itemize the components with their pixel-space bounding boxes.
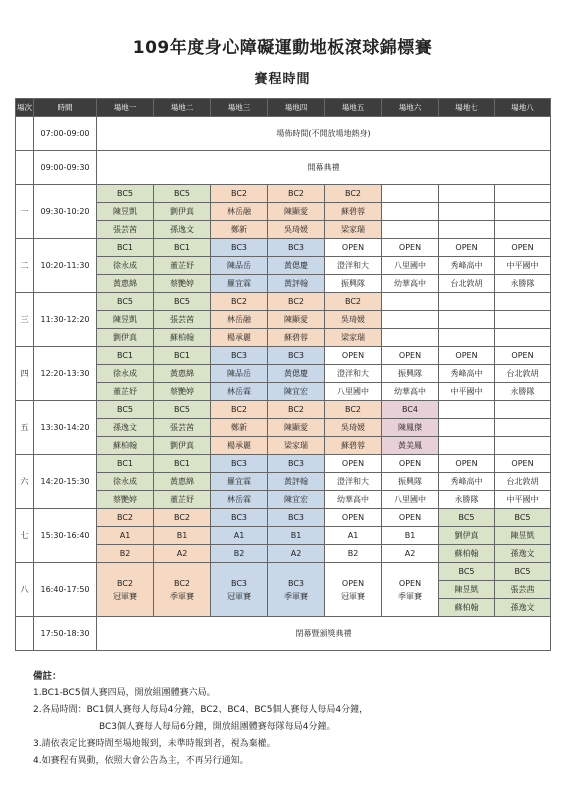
header-row xyxy=(16,99,551,117)
match-class: BC2 xyxy=(211,293,268,311)
match-class: BC2 xyxy=(154,509,211,527)
match-class: BC3 xyxy=(230,578,248,588)
player-cell: 羅宜霖 xyxy=(211,473,268,491)
time-cell: 10:20-11:30 xyxy=(34,239,97,293)
player-cell: 陳顯愛 xyxy=(268,311,325,329)
time-cell: 09:30-10:20 xyxy=(34,185,97,239)
player-cell: 台北敦胡 xyxy=(439,275,495,293)
player-cell: 林岳霖 xyxy=(211,491,268,509)
player-cell: A2 xyxy=(268,545,325,563)
player-cell: 蘇碧蓉 xyxy=(268,329,325,347)
time-cell: 11:30-12:20 xyxy=(34,293,97,347)
player-cell: 楊承麗 xyxy=(211,329,268,347)
match-class xyxy=(439,401,495,419)
player-cell: 張芸茜 xyxy=(154,311,211,329)
match-class: BC2 xyxy=(325,293,382,311)
player-cell: 振興隊 xyxy=(382,473,439,491)
match-class: BC5 xyxy=(439,563,495,581)
player-cell xyxy=(382,221,439,239)
schedule-subrow xyxy=(16,527,551,545)
player-cell: 陳昱凱 xyxy=(97,203,154,221)
match-class: BC1 xyxy=(154,239,211,257)
player-cell: 張芸茜 xyxy=(154,419,211,437)
player-cell: 蘇柏翰 xyxy=(154,329,211,347)
schedule-subrow xyxy=(16,293,551,311)
time-cell: 07:00-09:00 xyxy=(34,117,97,151)
schedule-subrow xyxy=(16,545,551,563)
match-class: BC3 xyxy=(268,239,325,257)
player-cell: 蔡艷婷 xyxy=(154,383,211,401)
match-name: 季軍賽 xyxy=(284,591,308,601)
schedule-subrow xyxy=(16,347,551,365)
match-class: BC1 xyxy=(154,347,211,365)
note-line: BC3個人賽每人每局6分鐘，開放組團體賽每隊每局4分鐘。 xyxy=(99,722,336,732)
day-cell: 七 xyxy=(16,509,34,563)
player-cell: 蘇碧蓉 xyxy=(325,203,382,221)
note-line: 1.BC1-BC5個人賽四局，開放組團體賽六局。 xyxy=(33,688,216,698)
schedule-row xyxy=(16,151,551,185)
player-cell: 永勝隊 xyxy=(495,383,551,401)
player-cell: 中平國中 xyxy=(495,491,551,509)
schedule-row xyxy=(16,617,551,651)
schedule-subrow xyxy=(16,401,551,419)
player-cell: 八里國中 xyxy=(325,383,382,401)
match-class: BC2 xyxy=(268,185,325,203)
match-class: BC5 xyxy=(154,185,211,203)
header-cell: 場地八 xyxy=(495,99,551,117)
player-cell xyxy=(439,419,495,437)
schedule-row xyxy=(16,117,551,151)
time-cell: 12:20-13:30 xyxy=(34,347,97,401)
player-cell: 澄洋和大 xyxy=(325,257,382,275)
player-cell xyxy=(495,329,551,347)
event-cell: 閉幕暨頒獎典禮 xyxy=(97,617,551,651)
match-class: OPEN xyxy=(398,578,422,588)
player-cell: B1 xyxy=(154,527,211,545)
player-cell: 劉伊真 xyxy=(439,527,495,545)
match-class: BC2 xyxy=(325,401,382,419)
schedule-subrow xyxy=(16,221,551,239)
match-class: BC1 xyxy=(97,239,154,257)
schedule-subrow xyxy=(16,365,551,383)
match-class: OPEN xyxy=(341,578,365,588)
match-class: BC3 xyxy=(268,347,325,365)
player-cell: 秀峰高中 xyxy=(439,365,495,383)
match-class: BC3 xyxy=(211,455,268,473)
player-cell xyxy=(495,221,551,239)
match-class: BC1 xyxy=(97,455,154,473)
day-cell: 八 xyxy=(16,563,34,617)
day-cell: 二 xyxy=(16,239,34,293)
player-cell: 羅宜霖 xyxy=(211,275,268,293)
player-cell: 黃美鳳 xyxy=(382,437,439,455)
player-cell: 蔡艷婷 xyxy=(97,491,154,509)
player-cell: 黃偲慶 xyxy=(268,257,325,275)
match-cell xyxy=(97,563,154,617)
match-class xyxy=(382,185,439,203)
schedule-subrow xyxy=(16,203,551,221)
player-cell: A1 xyxy=(97,527,154,545)
time-cell: 13:30-14:20 xyxy=(34,401,97,455)
match-class: BC5 xyxy=(97,293,154,311)
time-cell: 17:50-18:30 xyxy=(34,617,97,651)
match-class xyxy=(495,185,551,203)
player-cell: 徐永成 xyxy=(97,473,154,491)
player-cell: 陳品岳 xyxy=(211,365,268,383)
day-cell xyxy=(16,151,34,185)
match-class: OPEN xyxy=(382,509,439,527)
schedule-subrow xyxy=(16,437,551,455)
match-class: OPEN xyxy=(325,239,382,257)
player-cell: 劉伊真 xyxy=(154,203,211,221)
match-name: 季軍賽 xyxy=(170,591,194,601)
player-cell: 徐永成 xyxy=(97,257,154,275)
player-cell: 八里國中 xyxy=(382,491,439,509)
player-cell: B2 xyxy=(211,545,268,563)
match-class: BC5 xyxy=(495,563,551,581)
player-cell: 陳昱凱 xyxy=(495,527,551,545)
player-cell: 梁家瑞 xyxy=(268,437,325,455)
header-cell: 場地五 xyxy=(325,99,382,117)
player-cell xyxy=(439,437,495,455)
player-cell: 鄭新 xyxy=(211,221,268,239)
player-cell: 中平國中 xyxy=(495,257,551,275)
match-class: BC1 xyxy=(97,347,154,365)
match-name: 季軍賽 xyxy=(398,591,422,601)
header-cell: 場地二 xyxy=(154,99,211,117)
player-cell xyxy=(439,329,495,347)
player-cell xyxy=(495,419,551,437)
header-cell: 時間 xyxy=(34,99,97,117)
match-cell xyxy=(154,563,211,617)
player-cell: 董芷妤 xyxy=(154,257,211,275)
schedule-subrow xyxy=(16,563,551,581)
schedule-subrow xyxy=(16,185,551,203)
day-cell: 三 xyxy=(16,293,34,347)
match-class: OPEN xyxy=(439,455,495,473)
schedule-subrow xyxy=(16,383,551,401)
player-cell xyxy=(495,203,551,221)
schedule-subrow xyxy=(16,311,551,329)
match-name: 冠軍賽 xyxy=(341,591,365,601)
event-cell: 場佈時間(不開放場地熱身) xyxy=(97,117,551,151)
player-cell: 蘇柏翰 xyxy=(97,437,154,455)
match-class: BC3 xyxy=(268,455,325,473)
player-cell: A1 xyxy=(211,527,268,545)
player-cell: B2 xyxy=(97,545,154,563)
note-line: 2.各局時間：BC1個人賽每人每局4分鐘，BC2、BC4、BC5個人賽每人每局4分鐘， xyxy=(33,705,369,715)
player-cell: 林岳融 xyxy=(211,311,268,329)
player-cell: 孫逸文 xyxy=(495,599,551,617)
player-cell: 蘇柏翰 xyxy=(439,545,495,563)
player-cell: 台北敦胡 xyxy=(495,473,551,491)
player-cell: 振興隊 xyxy=(382,365,439,383)
match-class: BC5 xyxy=(495,509,551,527)
match-cell xyxy=(382,563,439,617)
schedule-subrow xyxy=(16,419,551,437)
match-class: BC3 xyxy=(287,578,305,588)
player-cell: 吳琦媛 xyxy=(268,221,325,239)
time-cell: 16:40-17:50 xyxy=(34,563,97,617)
player-cell: 永勝隊 xyxy=(495,275,551,293)
player-cell xyxy=(439,203,495,221)
match-class: BC1 xyxy=(154,455,211,473)
match-class: BC3 xyxy=(211,509,268,527)
day-cell: 四 xyxy=(16,347,34,401)
match-class: BC2 xyxy=(97,509,154,527)
match-class: BC5 xyxy=(154,293,211,311)
document-title: 109年度身心障礙運動地板滾球錦標賽 xyxy=(132,38,433,58)
header-cell: 場地六 xyxy=(382,99,439,117)
player-cell: B1 xyxy=(268,527,325,545)
match-class: BC5 xyxy=(97,185,154,203)
player-cell: 秀峰高中 xyxy=(439,473,495,491)
match-class: BC2 xyxy=(211,401,268,419)
match-class: BC3 xyxy=(211,239,268,257)
match-class: OPEN xyxy=(325,455,382,473)
match-class xyxy=(495,293,551,311)
match-class xyxy=(439,185,495,203)
match-class: OPEN xyxy=(495,347,551,365)
match-class xyxy=(495,401,551,419)
match-class: BC5 xyxy=(154,401,211,419)
match-class: BC2 xyxy=(268,293,325,311)
player-cell: 澄洋和大 xyxy=(325,365,382,383)
match-class: OPEN xyxy=(439,239,495,257)
player-cell: 黃惠綿 xyxy=(97,275,154,293)
player-cell: 陳顯愛 xyxy=(268,419,325,437)
match-cell xyxy=(325,563,382,617)
player-cell: 蔡艷婷 xyxy=(154,275,211,293)
schedule-subrow xyxy=(16,239,551,257)
event-cell: 開幕典禮 xyxy=(97,151,551,185)
player-cell: 孫逸文 xyxy=(154,221,211,239)
player-cell: 幼華高中 xyxy=(325,491,382,509)
match-class: BC2 xyxy=(268,401,325,419)
match-class: OPEN xyxy=(382,455,439,473)
player-cell: 林岳霖 xyxy=(211,383,268,401)
match-class: BC2 xyxy=(116,578,134,588)
match-class: OPEN xyxy=(495,239,551,257)
match-class: BC2 xyxy=(325,185,382,203)
time-cell: 14:20-15:30 xyxy=(34,455,97,509)
match-class: OPEN xyxy=(495,455,551,473)
player-cell: A2 xyxy=(154,545,211,563)
player-cell xyxy=(382,311,439,329)
player-cell: 永勝隊 xyxy=(439,491,495,509)
player-cell: 澄洋和大 xyxy=(325,473,382,491)
day-cell: 五 xyxy=(16,401,34,455)
notes-section xyxy=(33,668,553,770)
player-cell: 陳顯愛 xyxy=(268,203,325,221)
player-cell: 八里國中 xyxy=(382,257,439,275)
player-cell xyxy=(439,311,495,329)
player-cell: 陳昱凱 xyxy=(97,311,154,329)
player-cell: 吳琦媛 xyxy=(325,311,382,329)
match-cell xyxy=(268,563,325,617)
match-class: BC2 xyxy=(173,578,191,588)
player-cell: B2 xyxy=(325,545,382,563)
time-cell: 15:30-16:40 xyxy=(34,509,97,563)
header-cell: 場次 xyxy=(16,99,34,117)
player-cell: 陳品岳 xyxy=(211,257,268,275)
schedule-table xyxy=(15,98,551,651)
player-cell xyxy=(382,203,439,221)
player-cell: 黃惠綿 xyxy=(154,365,211,383)
player-cell: 楊承麗 xyxy=(211,437,268,455)
player-cell: 中平國中 xyxy=(439,383,495,401)
player-cell: 幼華高中 xyxy=(382,275,439,293)
player-cell xyxy=(382,329,439,347)
document-subtitle: 賽程時間 xyxy=(254,72,311,87)
match-cell xyxy=(211,563,268,617)
player-cell: 蘇柏翰 xyxy=(439,599,495,617)
player-cell: 陳鳳傑 xyxy=(382,419,439,437)
player-cell xyxy=(495,437,551,455)
header-cell: 場地七 xyxy=(439,99,495,117)
player-cell xyxy=(495,311,551,329)
match-name: 冠軍賽 xyxy=(113,591,137,601)
player-cell: 台北敦胡 xyxy=(495,365,551,383)
header-cell: 場地三 xyxy=(211,99,268,117)
match-class: BC5 xyxy=(97,401,154,419)
time-cell: 09:00-09:30 xyxy=(34,151,97,185)
player-cell: 孫逸文 xyxy=(97,419,154,437)
day-cell: 一 xyxy=(16,185,34,239)
player-cell: A1 xyxy=(325,527,382,545)
match-class: BC5 xyxy=(439,509,495,527)
schedule-subrow xyxy=(16,329,551,347)
header-cell: 場地四 xyxy=(268,99,325,117)
schedule-subrow xyxy=(16,257,551,275)
player-cell: 張芸茜 xyxy=(495,581,551,599)
player-cell: 蘇碧蓉 xyxy=(325,437,382,455)
match-class: OPEN xyxy=(325,347,382,365)
match-class: BC2 xyxy=(211,185,268,203)
schedule-subrow xyxy=(16,275,551,293)
header-cell: 場地一 xyxy=(97,99,154,117)
match-class: OPEN xyxy=(382,239,439,257)
player-cell xyxy=(439,221,495,239)
match-class: OPEN xyxy=(325,509,382,527)
match-class: BC3 xyxy=(211,347,268,365)
player-cell: 秀峰高中 xyxy=(439,257,495,275)
player-cell: 陳宜宏 xyxy=(268,491,325,509)
player-cell: 梁家瑞 xyxy=(325,221,382,239)
schedule-subrow xyxy=(16,473,551,491)
match-class: OPEN xyxy=(439,347,495,365)
day-cell: 六 xyxy=(16,455,34,509)
match-class: BC3 xyxy=(268,509,325,527)
player-cell: 鄭新 xyxy=(211,419,268,437)
player-cell: 黃評翰 xyxy=(268,473,325,491)
player-cell: 張芸茜 xyxy=(97,221,154,239)
schedule-body xyxy=(16,117,551,651)
player-cell: 劉伊真 xyxy=(97,329,154,347)
match-class xyxy=(439,293,495,311)
player-cell: 幼華高中 xyxy=(382,383,439,401)
schedule-subrow xyxy=(16,491,551,509)
note-line: 3.請依表定比賽時間至場地報到，未準時報到者，視為棄權。 xyxy=(33,739,276,749)
player-cell: 劉伊真 xyxy=(154,437,211,455)
match-name: 冠軍賽 xyxy=(227,591,251,601)
player-cell: 林岳融 xyxy=(211,203,268,221)
player-cell: A2 xyxy=(382,545,439,563)
match-class: BC4 xyxy=(382,401,439,419)
day-cell xyxy=(16,117,34,151)
player-cell: 吳琦媛 xyxy=(325,419,382,437)
player-cell: 陳宜宏 xyxy=(268,383,325,401)
player-cell: 黃評翰 xyxy=(268,275,325,293)
schedule-subrow xyxy=(16,509,551,527)
player-cell: 孫逸文 xyxy=(495,545,551,563)
match-class xyxy=(382,293,439,311)
player-cell: 徐永成 xyxy=(97,365,154,383)
player-cell: 董芷妤 xyxy=(97,383,154,401)
player-cell: 黃偲慶 xyxy=(268,365,325,383)
schedule-subrow xyxy=(16,455,551,473)
notes-heading: 備註： xyxy=(33,671,62,682)
match-class: OPEN xyxy=(382,347,439,365)
player-cell: 董芷妤 xyxy=(154,491,211,509)
player-cell: 振興隊 xyxy=(325,275,382,293)
player-cell: B1 xyxy=(382,527,439,545)
note-line: 4.如賽程有異動，依照大會公告為主，不再另行通知。 xyxy=(33,756,249,766)
player-cell: 陳昱凱 xyxy=(439,581,495,599)
player-cell: 梁家瑞 xyxy=(325,329,382,347)
player-cell: 黃惠綿 xyxy=(154,473,211,491)
day-cell xyxy=(16,617,34,651)
